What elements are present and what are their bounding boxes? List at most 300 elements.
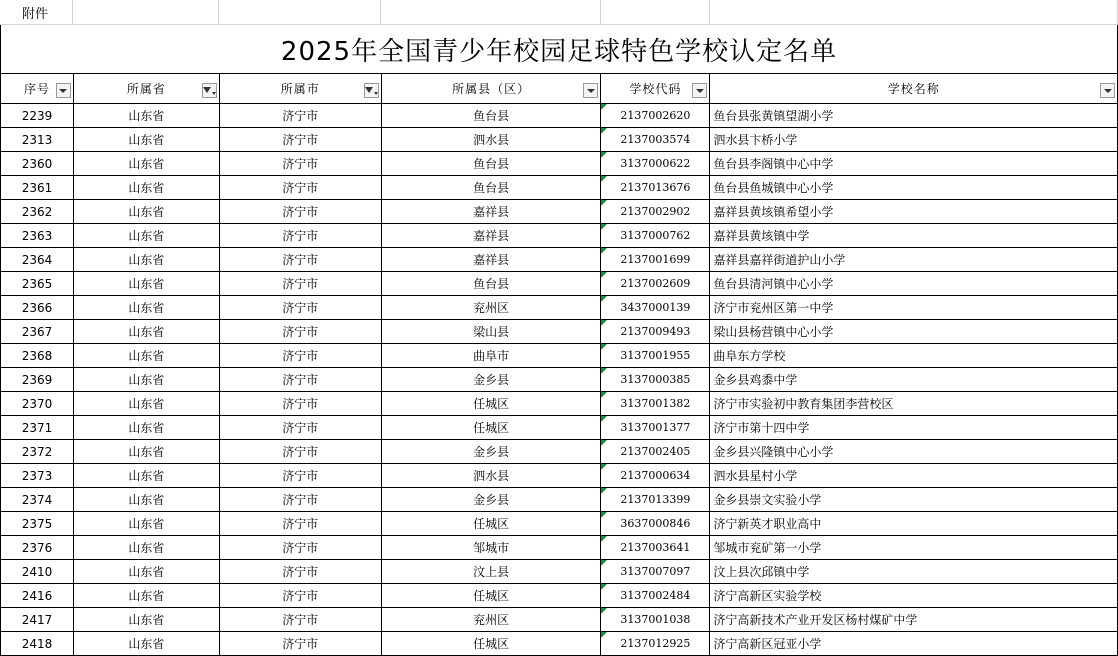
cell-school-name[interactable] [710,608,1118,632]
cell-text: 山东省 [128,637,165,651]
cell-school-name[interactable] [710,632,1118,656]
cell-text: 济宁市 [282,421,319,435]
cell-school-code[interactable] [601,512,710,536]
header-label: 所属市 [280,82,320,96]
cell-no[interactable] [1,128,74,152]
cell-text: 2363 [21,228,53,243]
cell-city[interactable] [220,224,382,248]
cell-text: 山东省 [128,445,165,459]
cell-text: 3137007097 [620,565,691,578]
cell-school-code[interactable] [601,392,710,416]
cell-county[interactable] [382,512,602,536]
table-row [0,296,1118,320]
cell-text: 嘉祥县 [473,253,510,267]
cell-text: 2417 [21,612,53,627]
table-row [0,560,1118,584]
header-label: 所属县（区） [452,82,531,96]
cell-school-name[interactable] [710,200,1118,224]
cell-no[interactable] [1,392,74,416]
cell-text: 鱼台县 [473,277,510,291]
cell-city[interactable] [220,320,382,344]
cell-province[interactable] [74,560,220,584]
cell-no[interactable] [1,560,74,584]
cell-county[interactable] [382,632,602,656]
cell-school-name[interactable] [710,344,1118,368]
cell-county[interactable] [382,320,602,344]
filter-active-button[interactable] [202,83,217,98]
cell-text: 济宁市 [282,133,319,147]
cell-school-code[interactable] [601,296,710,320]
table-row [0,536,1118,560]
cell-no[interactable] [1,152,74,176]
table-row [0,272,1118,296]
table-row [0,632,1118,656]
cell-text: 山东省 [128,109,165,123]
header-city[interactable] [220,74,382,104]
cell-text: 山东省 [128,181,165,195]
cell-city[interactable] [220,152,382,176]
error-indicator-icon [601,152,607,158]
cell-text: 金乡县 [473,445,510,459]
annex-row [0,0,1118,25]
cell-text: 3637000846 [620,517,691,530]
cell-text: 金乡县 [473,373,510,387]
cell-text: 曲阜市 [473,349,510,363]
table-row [0,344,1118,368]
cell-county[interactable] [382,152,602,176]
cell-text: 2137001699 [620,253,691,266]
cell-text: 2376 [21,540,53,555]
cell-text: 2418 [21,636,53,651]
cell-school-code[interactable] [601,176,710,200]
cell-text: 任城区 [473,421,510,435]
cell-text: 3437000139 [620,301,691,314]
error-indicator-icon [601,440,607,446]
cell-county[interactable] [382,440,602,464]
cell-city[interactable] [220,536,382,560]
filter-dropdown-button[interactable] [692,83,707,98]
cell-no[interactable] [1,296,74,320]
header-label: 序号 [23,82,50,96]
empty-cell[interactable] [381,0,601,25]
cell-province[interactable] [74,344,220,368]
table-row [0,584,1118,608]
cell-school-name[interactable] [710,584,1118,608]
cell-text: 2371 [21,420,53,435]
cell-province[interactable] [74,584,220,608]
header-county[interactable] [382,74,602,104]
cell-school-name[interactable] [710,488,1118,512]
cell-text: 任城区 [473,589,510,603]
cell-school-code[interactable] [601,416,710,440]
header-school-name[interactable] [710,74,1118,104]
cell-school-code[interactable] [601,632,710,656]
cell-no[interactable] [1,440,74,464]
cell-text: 济宁市 [282,301,319,315]
header-row [0,74,1118,104]
cell-text: 济宁市 [282,613,319,627]
cell-county[interactable] [382,584,602,608]
cell-text: 济宁市 [282,565,319,579]
cell-county[interactable] [382,536,602,560]
cell-school-name[interactable] [710,368,1118,392]
cell-school-name[interactable] [710,224,1118,248]
header-no[interactable] [1,74,74,104]
cell-school-name[interactable] [710,464,1118,488]
cell-text: 山东省 [128,325,165,339]
cell-city[interactable] [220,104,382,128]
table-row [0,488,1118,512]
dropdown-arrow-icon [59,89,67,93]
table-row [0,608,1118,632]
cell-text: 济宁市 [282,277,319,291]
cell-city[interactable] [220,344,382,368]
cell-text: 2367 [21,324,53,339]
cell-city[interactable] [220,128,382,152]
cell-text: 山东省 [128,493,165,507]
table-row [0,104,1118,128]
cell-text: 任城区 [473,637,510,651]
cell-city[interactable] [220,296,382,320]
cell-city[interactable] [220,488,382,512]
cell-text: 2313 [21,132,53,147]
cell-text: 3137001382 [620,397,691,410]
error-indicator-icon [601,584,607,590]
cell-text: 泗水县卞桥小学 [713,133,798,147]
cell-city[interactable] [220,464,382,488]
cell-text: 山东省 [128,253,165,267]
cell-province[interactable] [74,536,220,560]
cell-school-name[interactable] [710,440,1118,464]
error-indicator-icon [601,512,607,518]
cell-text: 2137002902 [620,205,691,218]
cell-no[interactable] [1,200,74,224]
cell-text: 济宁市 [282,325,319,339]
cell-text: 鱼台县 [473,109,510,123]
cell-text: 汶上县次邱镇中学 [713,565,810,579]
cell-city[interactable] [220,368,382,392]
cell-text: 鱼台县李阁镇中心中学 [713,157,834,171]
cell-school-code[interactable] [601,200,710,224]
cell-text: 山东省 [128,421,165,435]
cell-text: 济宁高新技术产业开发区杨村煤矿中学 [713,613,918,627]
table-row [0,392,1118,416]
cell-school-code[interactable] [601,608,710,632]
cell-text: 3137001377 [620,421,691,434]
cell-school-code[interactable] [601,464,710,488]
cell-county[interactable] [382,128,602,152]
dropdown-arrow-icon [696,89,704,93]
table-row [0,128,1118,152]
cell-text: 山东省 [128,589,165,603]
cell-province[interactable] [74,608,220,632]
cell-text: 山东省 [128,397,165,411]
cell-text: 济宁市 [282,349,319,363]
cell-county[interactable] [382,200,602,224]
cell-text: 济宁市 [282,253,319,267]
header-label: 所属省 [126,82,166,96]
table-row [0,416,1118,440]
cell-school-code[interactable] [601,320,710,344]
error-indicator-icon [601,128,607,134]
cell-school-name[interactable] [710,392,1118,416]
cell-school-code[interactable] [601,104,710,128]
cell-no[interactable] [1,608,74,632]
cell-text: 邹城市 [473,541,510,555]
cell-text: 3137002484 [620,589,691,602]
cell-no[interactable] [1,104,74,128]
cell-school-code[interactable] [601,152,710,176]
cell-city[interactable] [220,248,382,272]
cell-text: 3137000622 [620,157,691,170]
cell-school-code[interactable] [601,272,710,296]
cell-text: 2416 [21,588,53,603]
cell-text: 兖州区 [473,613,510,627]
cell-text: 济宁市 [282,229,319,243]
cell-text: 山东省 [128,565,165,579]
page-title[interactable]: 2025年全国青少年校园足球特色学校认定名单 [280,36,838,67]
cell-text: 2368 [21,348,53,363]
cell-county[interactable] [382,416,602,440]
cell-text: 济宁高新区冠亚小学 [713,637,822,651]
cell-school-code[interactable] [601,440,710,464]
empty-cell[interactable] [710,0,1118,25]
cell-city[interactable] [220,416,382,440]
error-indicator-icon [601,200,607,206]
dropdown-arrow-icon [587,89,595,93]
cell-no[interactable] [1,344,74,368]
cell-text: 嘉祥县黄垓镇中学 [713,229,810,243]
cell-school-code[interactable] [601,560,710,584]
cell-no[interactable] [1,248,74,272]
cell-no[interactable] [1,416,74,440]
empty-cell[interactable] [73,0,219,25]
cell-no[interactable] [1,512,74,536]
error-indicator-icon [601,248,607,254]
cell-province[interactable] [74,512,220,536]
cell-province[interactable] [74,176,220,200]
cell-text: 嘉祥县 [473,229,510,243]
cell-text: 泗水县 [473,133,510,147]
cell-no[interactable] [1,272,74,296]
filter-active-button[interactable] [364,83,379,98]
cell-school-name[interactable] [710,536,1118,560]
cell-text: 兖州区 [473,301,510,315]
cell-county[interactable] [382,368,602,392]
table-row [0,368,1118,392]
filter-dropdown-button[interactable] [1100,83,1115,98]
cell-school-code[interactable] [601,128,710,152]
cell-city[interactable] [220,560,382,584]
cell-text: 山东省 [128,517,165,531]
error-indicator-icon [601,488,607,494]
cell-county[interactable] [382,272,602,296]
cell-text: 2137012925 [620,637,691,650]
dropdown-arrow-icon [1104,89,1112,93]
title-row [0,25,1118,74]
header-province[interactable] [74,74,220,104]
table-row [0,464,1118,488]
cell-text: 2137002620 [620,109,691,122]
cell-text: 2137002609 [620,277,691,290]
filter-dropdown-button[interactable] [583,83,598,98]
cell-text: 梁山县 [473,325,510,339]
cell-city[interactable] [220,584,382,608]
cell-no[interactable] [1,632,74,656]
table-row [0,176,1118,200]
cell-county[interactable] [382,608,602,632]
table-row [0,200,1118,224]
cell-city[interactable] [220,392,382,416]
cell-school-name[interactable] [710,320,1118,344]
cell-text: 济宁市 [282,469,319,483]
cell-text: 济宁市 [282,181,319,195]
cell-school-code[interactable] [601,248,710,272]
error-indicator-icon [601,608,607,614]
cell-school-code[interactable] [601,368,710,392]
cell-city[interactable] [220,200,382,224]
empty-cell[interactable] [601,0,710,25]
cell-school-name[interactable] [710,296,1118,320]
cell-province[interactable] [74,368,220,392]
cell-province[interactable] [74,296,220,320]
cell-text: 嘉祥县 [473,205,510,219]
error-indicator-icon [601,176,607,182]
cell-text: 2239 [21,108,53,123]
cell-school-name[interactable] [710,104,1118,128]
cell-province[interactable] [74,272,220,296]
cell-school-name[interactable] [710,272,1118,296]
cell-province[interactable] [74,224,220,248]
table-row [0,152,1118,176]
cell-school-code[interactable] [601,488,710,512]
cell-province[interactable] [74,632,220,656]
cell-county[interactable] [382,344,602,368]
cell-county[interactable] [382,104,602,128]
cell-school-code[interactable] [601,344,710,368]
cell-no[interactable] [1,320,74,344]
cell-county[interactable] [382,560,602,584]
cell-school-name[interactable] [710,152,1118,176]
cell-province[interactable] [74,488,220,512]
cell-text: 2137013399 [620,493,691,506]
cell-text: 2370 [21,396,53,411]
cell-province[interactable] [74,104,220,128]
cell-county[interactable] [382,488,602,512]
cell-no[interactable] [1,536,74,560]
cell-text: 任城区 [473,397,510,411]
cell-text: 2366 [21,300,53,315]
cell-text: 2375 [21,516,53,531]
table-row [0,440,1118,464]
cell-text: 鱼台县张黄镇望湖小学 [713,109,834,123]
cell-text: 2362 [21,204,53,219]
cell-province[interactable] [74,128,220,152]
empty-cell[interactable] [219,0,381,25]
cell-text: 2137009493 [620,325,691,338]
cell-no[interactable] [1,176,74,200]
filter-dropdown-button[interactable] [56,83,71,98]
cell-county[interactable] [382,464,602,488]
cell-no[interactable] [1,488,74,512]
cell-province[interactable] [74,464,220,488]
cell-province[interactable] [74,200,220,224]
cell-text: 鱼台县 [473,181,510,195]
cell-school-name[interactable] [710,128,1118,152]
cell-text: 济宁高新区实验学校 [713,589,822,603]
header-label: 学校名称 [887,82,940,96]
cell-text: 汶上县 [473,565,510,579]
cell-text: 济宁市实验初中教育集团李营校区 [713,397,894,411]
cell-text: 鱼台县 [473,157,510,171]
error-indicator-icon [601,368,607,374]
cell-text: 山东省 [128,205,165,219]
cell-school-code[interactable] [601,536,710,560]
cell-city[interactable] [220,608,382,632]
cell-text: 金乡县鸡黍中学 [713,373,798,387]
cell-text: 金乡县兴隆镇中心小学 [713,445,834,459]
cell-school-code[interactable] [601,224,710,248]
cell-province[interactable] [74,392,220,416]
cell-text: 济宁市 [282,109,319,123]
cell-province[interactable] [74,416,220,440]
cell-no[interactable] [1,224,74,248]
header-school-code[interactable] [601,74,710,104]
table-row [0,248,1118,272]
cell-text: 2360 [21,156,53,171]
cell-text: 2137000634 [620,469,691,482]
cell-city[interactable] [220,176,382,200]
cell-province[interactable] [74,248,220,272]
error-indicator-icon [601,344,607,350]
cell-city[interactable] [220,440,382,464]
cell-text: 济宁市 [282,541,319,555]
cell-province[interactable] [74,440,220,464]
cell-school-name[interactable] [710,560,1118,584]
cell-no[interactable] [1,368,74,392]
cell-school-name[interactable] [710,248,1118,272]
cell-no[interactable] [1,584,74,608]
cell-city[interactable] [220,632,382,656]
cell-school-name[interactable] [710,416,1118,440]
cell-school-name[interactable] [710,176,1118,200]
cell-county[interactable] [382,296,602,320]
annex-label[interactable]: 附件 [0,0,73,25]
cell-text: 山东省 [128,157,165,171]
cell-no[interactable] [1,464,74,488]
cell-school-name[interactable] [710,512,1118,536]
cell-county[interactable] [382,176,602,200]
cell-text: 2373 [21,468,53,483]
cell-county[interactable] [382,248,602,272]
cell-text: 3137000385 [620,373,691,386]
cell-text: 济宁市 [282,637,319,651]
cell-province[interactable] [74,320,220,344]
cell-text: 2364 [21,252,53,267]
cell-city[interactable] [220,272,382,296]
cell-county[interactable] [382,224,602,248]
cell-text: 山东省 [128,469,165,483]
cell-province[interactable] [74,152,220,176]
cell-school-code[interactable] [601,584,710,608]
cell-text: 山东省 [128,277,165,291]
error-indicator-icon [601,560,607,566]
cell-text: 山东省 [128,541,165,555]
cell-city[interactable] [220,512,382,536]
error-indicator-icon [601,296,607,302]
error-indicator-icon [601,632,607,638]
cell-county[interactable] [382,392,602,416]
